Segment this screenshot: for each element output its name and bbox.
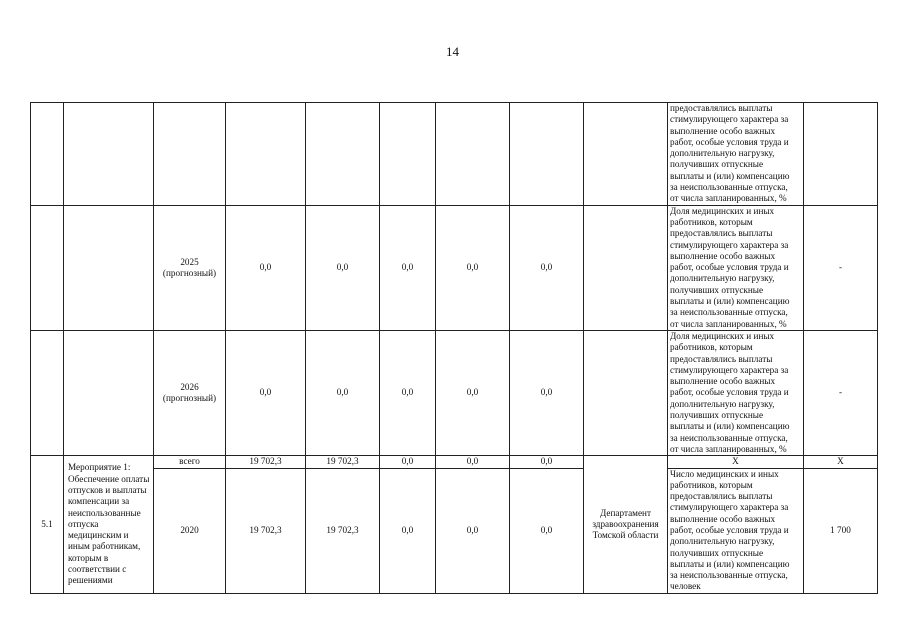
regional-cell: 19 702,3 — [306, 468, 380, 593]
total-cell: 19 702,3 — [226, 456, 306, 468]
number-cell — [31, 205, 64, 330]
indicator-cell: X — [668, 456, 804, 468]
measure-name-cell: Мероприятие 1: Обеспечение оплаты отпусков и выплаты компенсации за неиспользованные отпуска медицинским и иным работникам, которым в соответствии с решениями — [64, 456, 154, 594]
value-cell — [804, 103, 878, 206]
name-cell — [64, 205, 154, 330]
total-cell — [226, 103, 306, 206]
local-cell: 0,0 — [436, 205, 510, 330]
local-cell: 0,0 — [436, 330, 510, 455]
executor-cell — [584, 330, 668, 455]
indicator-text: Число медицинских и иных работников, которым предоставлялись выплаты стимулирующего характера за выполнение особо важных работ, особые условия труда и дополнительную нагрузку, получивших отпускные выплаты и (или) компенсацию за неиспользованные отпуска, человек — [670, 468, 790, 592]
period-cell: 2026 (прогнозный) — [154, 330, 226, 455]
value-cell: - — [804, 205, 878, 330]
indicator-text: предоставлялись выплаты стимулирующего характера за выполнение особо важных работ, особые условия труда и дополнительную нагрузку, получивших отпускные выплаты и (или) компенсацию за неиспользованные отпуска, от числа запланированных, % — [670, 103, 790, 204]
federal-cell: 0,0 — [380, 468, 436, 593]
executor-cell — [584, 205, 668, 330]
number-cell — [31, 330, 64, 455]
regional-cell — [306, 103, 380, 206]
total-cell: 0,0 — [226, 330, 306, 455]
federal-cell: 0,0 — [380, 456, 436, 468]
other-cell: 0,0 — [510, 468, 584, 593]
regional-cell: 0,0 — [306, 330, 380, 455]
table-row — [31, 205, 878, 330]
local-cell — [436, 103, 510, 206]
value-cell: 1 700 — [804, 468, 878, 593]
value-cell: - — [804, 330, 878, 455]
executor-cell — [584, 103, 668, 206]
federal-cell: 0,0 — [380, 330, 436, 455]
federal-cell — [380, 103, 436, 206]
period-cell: 2025 (прогнозный) — [154, 205, 226, 330]
period-cell: всего — [154, 456, 226, 468]
table-row — [31, 456, 878, 468]
other-cell: 0,0 — [510, 205, 584, 330]
page-number: 14 — [446, 44, 459, 59]
regional-cell: 0,0 — [306, 205, 380, 330]
total-cell: 0,0 — [226, 205, 306, 330]
other-cell: 0,0 — [510, 456, 584, 468]
local-cell: 0,0 — [436, 456, 510, 468]
table-row — [31, 103, 878, 206]
local-cell: 0,0 — [436, 468, 510, 593]
table-row — [31, 468, 878, 593]
indicator-cell — [668, 205, 804, 330]
indicator-cell — [668, 330, 804, 455]
period-cell — [154, 103, 226, 206]
number-cell — [31, 103, 64, 206]
number-cell: 5.1 — [31, 456, 64, 594]
program-table — [30, 102, 878, 594]
indicator-text: Доля медицинских и иных работников, которым предоставлялись выплаты стимулирующего характера за выполнение особо важных работ, особые условия труда и дополнительную нагрузку, получивших отпускные выплаты и (или) компенсацию за неиспользованные отпуска, от числа запланированных, % — [670, 205, 790, 329]
executor-cell: Департамент здравоохранения Томской области — [584, 456, 668, 594]
name-cell — [64, 330, 154, 455]
period-cell: 2020 — [154, 468, 226, 593]
value-cell: X — [804, 456, 878, 468]
other-cell: 0,0 — [510, 330, 584, 455]
name-cell — [64, 103, 154, 206]
table-row — [31, 330, 878, 455]
regional-cell: 19 702,3 — [306, 456, 380, 468]
total-cell: 19 702,3 — [226, 468, 306, 593]
indicator-cell — [668, 468, 804, 593]
indicator-text: Доля медицинских и иных работников, которым предоставлялись выплаты стимулирующего характера за выполнение особо важных работ, особые условия труда и дополнительную нагрузку, получивших отпускные выплаты и (или) компенсацию за неиспользованные отпуска, от числа запланированных, % — [670, 330, 790, 454]
indicator-cell — [668, 103, 804, 206]
federal-cell: 0,0 — [380, 205, 436, 330]
other-cell — [510, 103, 584, 206]
